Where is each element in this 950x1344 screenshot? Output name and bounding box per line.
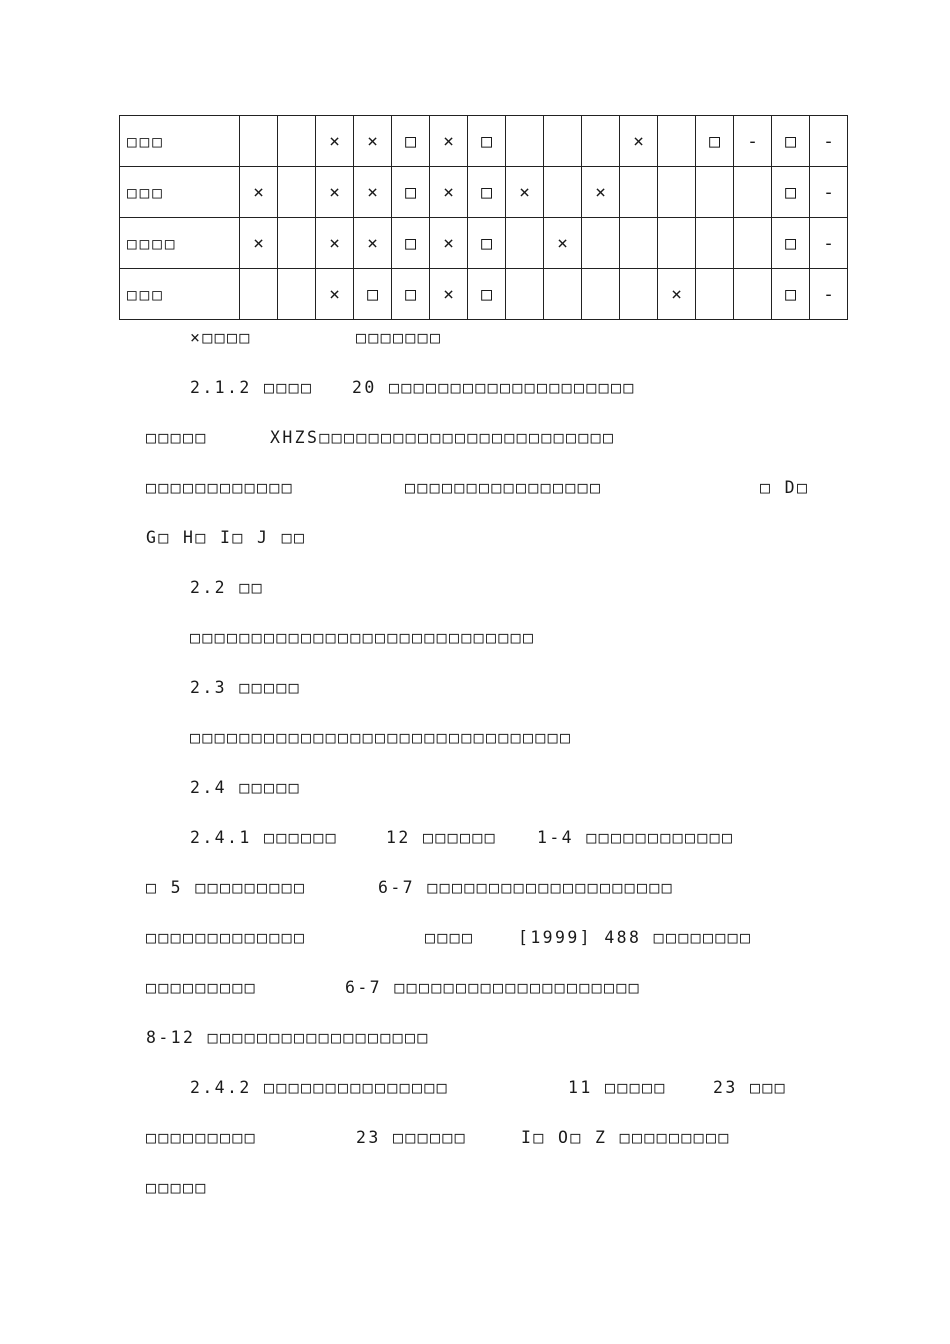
p14: □□□□□	[146, 1178, 208, 1197]
p3-a: □□□□□□□□□□□□	[146, 478, 295, 497]
row-label: □□□	[120, 116, 240, 167]
table-row	[120, 269, 848, 320]
table-cell: ×	[316, 167, 354, 218]
table-cell: ×	[354, 116, 392, 167]
table-cell: ×	[620, 116, 658, 167]
table-cell: -	[810, 269, 848, 320]
legend-a: ×□□□□	[190, 328, 252, 347]
table-cell	[658, 167, 696, 218]
table-cell: -	[810, 116, 848, 167]
table-cell: ×	[544, 218, 582, 269]
table-row	[120, 167, 848, 218]
p13-b: 23 □□□□□□	[356, 1128, 468, 1147]
heading-2-3: 2.3 □□□□□	[190, 678, 302, 697]
p13-c: I□ O□ Z □□□□□□□□□	[521, 1128, 731, 1147]
table-cell	[734, 167, 772, 218]
legend-b: □□□□□□□	[356, 328, 443, 347]
table-cell: □	[468, 218, 506, 269]
table-cell: -	[734, 116, 772, 167]
table-cell: -	[810, 218, 848, 269]
heading-2-4: 2.4 □□□□□	[190, 778, 302, 797]
row-label: □□□□	[120, 218, 240, 269]
table-cell: ×	[316, 116, 354, 167]
table-cell: □	[772, 116, 810, 167]
p10-b: 6-7 □□□□□□□□□□□□□□□□□□□□	[345, 978, 642, 997]
table-cell: -	[810, 167, 848, 218]
p4: G□ H□ I□ J □□	[146, 528, 307, 547]
table-cell	[620, 269, 658, 320]
table-cell: ×	[658, 269, 696, 320]
table-cell: □	[468, 269, 506, 320]
table-row	[120, 116, 848, 167]
p9-b: □□□□	[425, 928, 475, 947]
table-cell: ×	[354, 167, 392, 218]
p1-a: 2.1.2 □□□□	[190, 378, 314, 397]
table-cell: □	[772, 269, 810, 320]
table-cell	[658, 218, 696, 269]
table-cell	[734, 269, 772, 320]
table-cell: ×	[240, 167, 278, 218]
table-cell	[544, 269, 582, 320]
table-cell	[544, 116, 582, 167]
table-cell	[734, 218, 772, 269]
table-cell	[240, 116, 278, 167]
table-cell: □	[354, 269, 392, 320]
p8-a: □ 5 □□□□□□□□□	[146, 878, 307, 897]
table-cell: □	[392, 269, 430, 320]
table-cell	[544, 167, 582, 218]
table-cell	[696, 218, 734, 269]
table-cell	[696, 167, 734, 218]
p2-a: □□□□□	[146, 428, 208, 447]
table-cell: ×	[316, 269, 354, 320]
table-cell: □	[772, 218, 810, 269]
table-cell: ×	[430, 167, 468, 218]
p12-c: 23 □□□	[713, 1078, 788, 1097]
table-cell	[506, 269, 544, 320]
table-cell	[582, 116, 620, 167]
data-table	[119, 115, 848, 320]
table-cell	[582, 269, 620, 320]
table-cell: □	[772, 167, 810, 218]
table-cell: ×	[430, 116, 468, 167]
table-cell: ×	[240, 218, 278, 269]
table-cell	[240, 269, 278, 320]
p11: 8-12 □□□□□□□□□□□□□□□□□□	[146, 1028, 430, 1047]
table-cell	[620, 218, 658, 269]
table-cell	[278, 116, 316, 167]
p7-a: 2.4.1 □□□□□□	[190, 828, 339, 847]
table-cell: □	[696, 116, 734, 167]
table-cell	[278, 269, 316, 320]
p12-a: 2.4.2 □□□□□□□□□□□□□□□	[190, 1078, 450, 1097]
table-cell: ×	[430, 269, 468, 320]
p1-b: 20 □□□□□□□□□□□□□□□□□□□□	[352, 378, 636, 397]
table-cell	[278, 218, 316, 269]
table-cell: ×	[430, 218, 468, 269]
table-cell: ×	[354, 218, 392, 269]
p9-c: [1999] 488 □□□□□□□□	[518, 928, 753, 947]
p9-a: □□□□□□□□□□□□□	[146, 928, 307, 947]
p3-c: □ D□	[760, 478, 810, 497]
table-cell	[658, 116, 696, 167]
table-cell: □	[392, 116, 430, 167]
p5: □□□□□□□□□□□□□□□□□□□□□□□□□□□□	[190, 628, 536, 647]
p7-c: 1-4 □□□□□□□□□□□□	[537, 828, 735, 847]
table-cell: □	[468, 116, 506, 167]
p2-b: XHZS□□□□□□□□□□□□□□□□□□□□□□□□	[270, 428, 616, 447]
table-cell	[620, 167, 658, 218]
p13-a: □□□□□□□□□	[146, 1128, 258, 1147]
row-label: □□□	[120, 167, 240, 218]
table-cell: ×	[582, 167, 620, 218]
p10-a: □□□□□□□□□	[146, 978, 258, 997]
p12-b: 11 □□□□□	[568, 1078, 667, 1097]
table-cell	[506, 116, 544, 167]
table-cell	[582, 218, 620, 269]
table-cell	[506, 218, 544, 269]
table-cell: □	[392, 167, 430, 218]
p8-b: 6-7 □□□□□□□□□□□□□□□□□□□□	[378, 878, 675, 897]
table-cell	[696, 269, 734, 320]
table-cell: ×	[506, 167, 544, 218]
table-cell: □	[392, 218, 430, 269]
heading-2-2: 2.2 □□	[190, 578, 265, 597]
p3-b: □□□□□□□□□□□□□□□□	[405, 478, 603, 497]
p7-b: 12 □□□□□□	[386, 828, 498, 847]
table-row	[120, 218, 848, 269]
p6: □□□□□□□□□□□□□□□□□□□□□□□□□□□□□□□	[190, 728, 573, 747]
row-label: □□□	[120, 269, 240, 320]
table-cell: □	[468, 167, 506, 218]
table-cell: ×	[316, 218, 354, 269]
table-cell	[278, 167, 316, 218]
